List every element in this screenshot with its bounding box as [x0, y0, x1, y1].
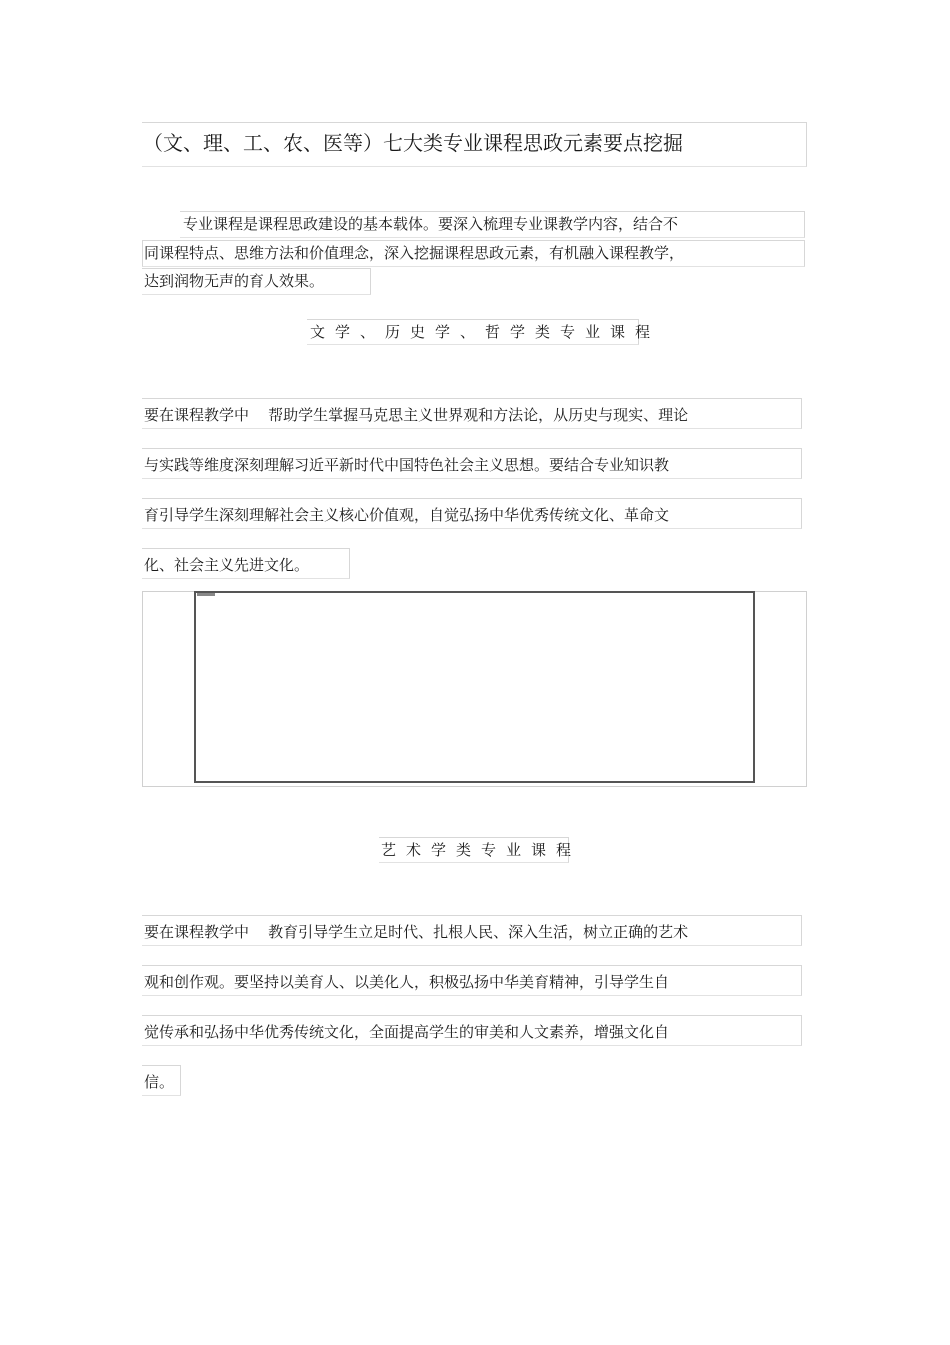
document-title: （文、理、工、农、医等）七大类专业课程思政元素要点挖掘: [143, 131, 683, 155]
body-line: 要在课程教学中 教育引导学生立足时代、扎根人民、深入生活，树立正确的艺术: [144, 923, 689, 941]
figure-label-mark: [197, 593, 215, 596]
section-heading: 文学、历史学、哲学类专业课程: [310, 323, 661, 341]
body-line: 觉传承和弘扬中华优秀传统文化，全面提高学生的审美和人文素养，增强文化自: [144, 1023, 670, 1041]
body-line: 信。: [144, 1073, 175, 1091]
body-line: 要在课程教学中 帮助学生掌握马克思主义世界观和方法论，从历史与现实、理论: [144, 406, 689, 424]
body-line: 育引导学生深刻理解社会主义核心价值观，自觉弘扬中华优秀传统文化、革命文: [144, 506, 670, 524]
body-line: 与实践等维度深刻理解习近平新时代中国特色社会主义思想。要结合专业知识教: [144, 456, 670, 474]
intro-line: 专业课程是课程思政建设的基本载体。要深入梳理专业课教学内容，结合不: [183, 215, 679, 233]
section-heading: 艺术学类专业课程: [381, 841, 582, 859]
intro-line: 同课程特点、思维方法和价值理念，深入挖掘课程思政元素，有机融入课程教学，: [144, 244, 685, 262]
intro-line: 达到润物无声的育人效果。: [144, 272, 325, 290]
body-line: 化、社会主义先进文化。: [144, 556, 310, 574]
figure-image: [194, 591, 755, 783]
body-line: 观和创作观。要坚持以美育人、以美化人，积极弘扬中华美育精神，引导学生自: [144, 973, 670, 991]
